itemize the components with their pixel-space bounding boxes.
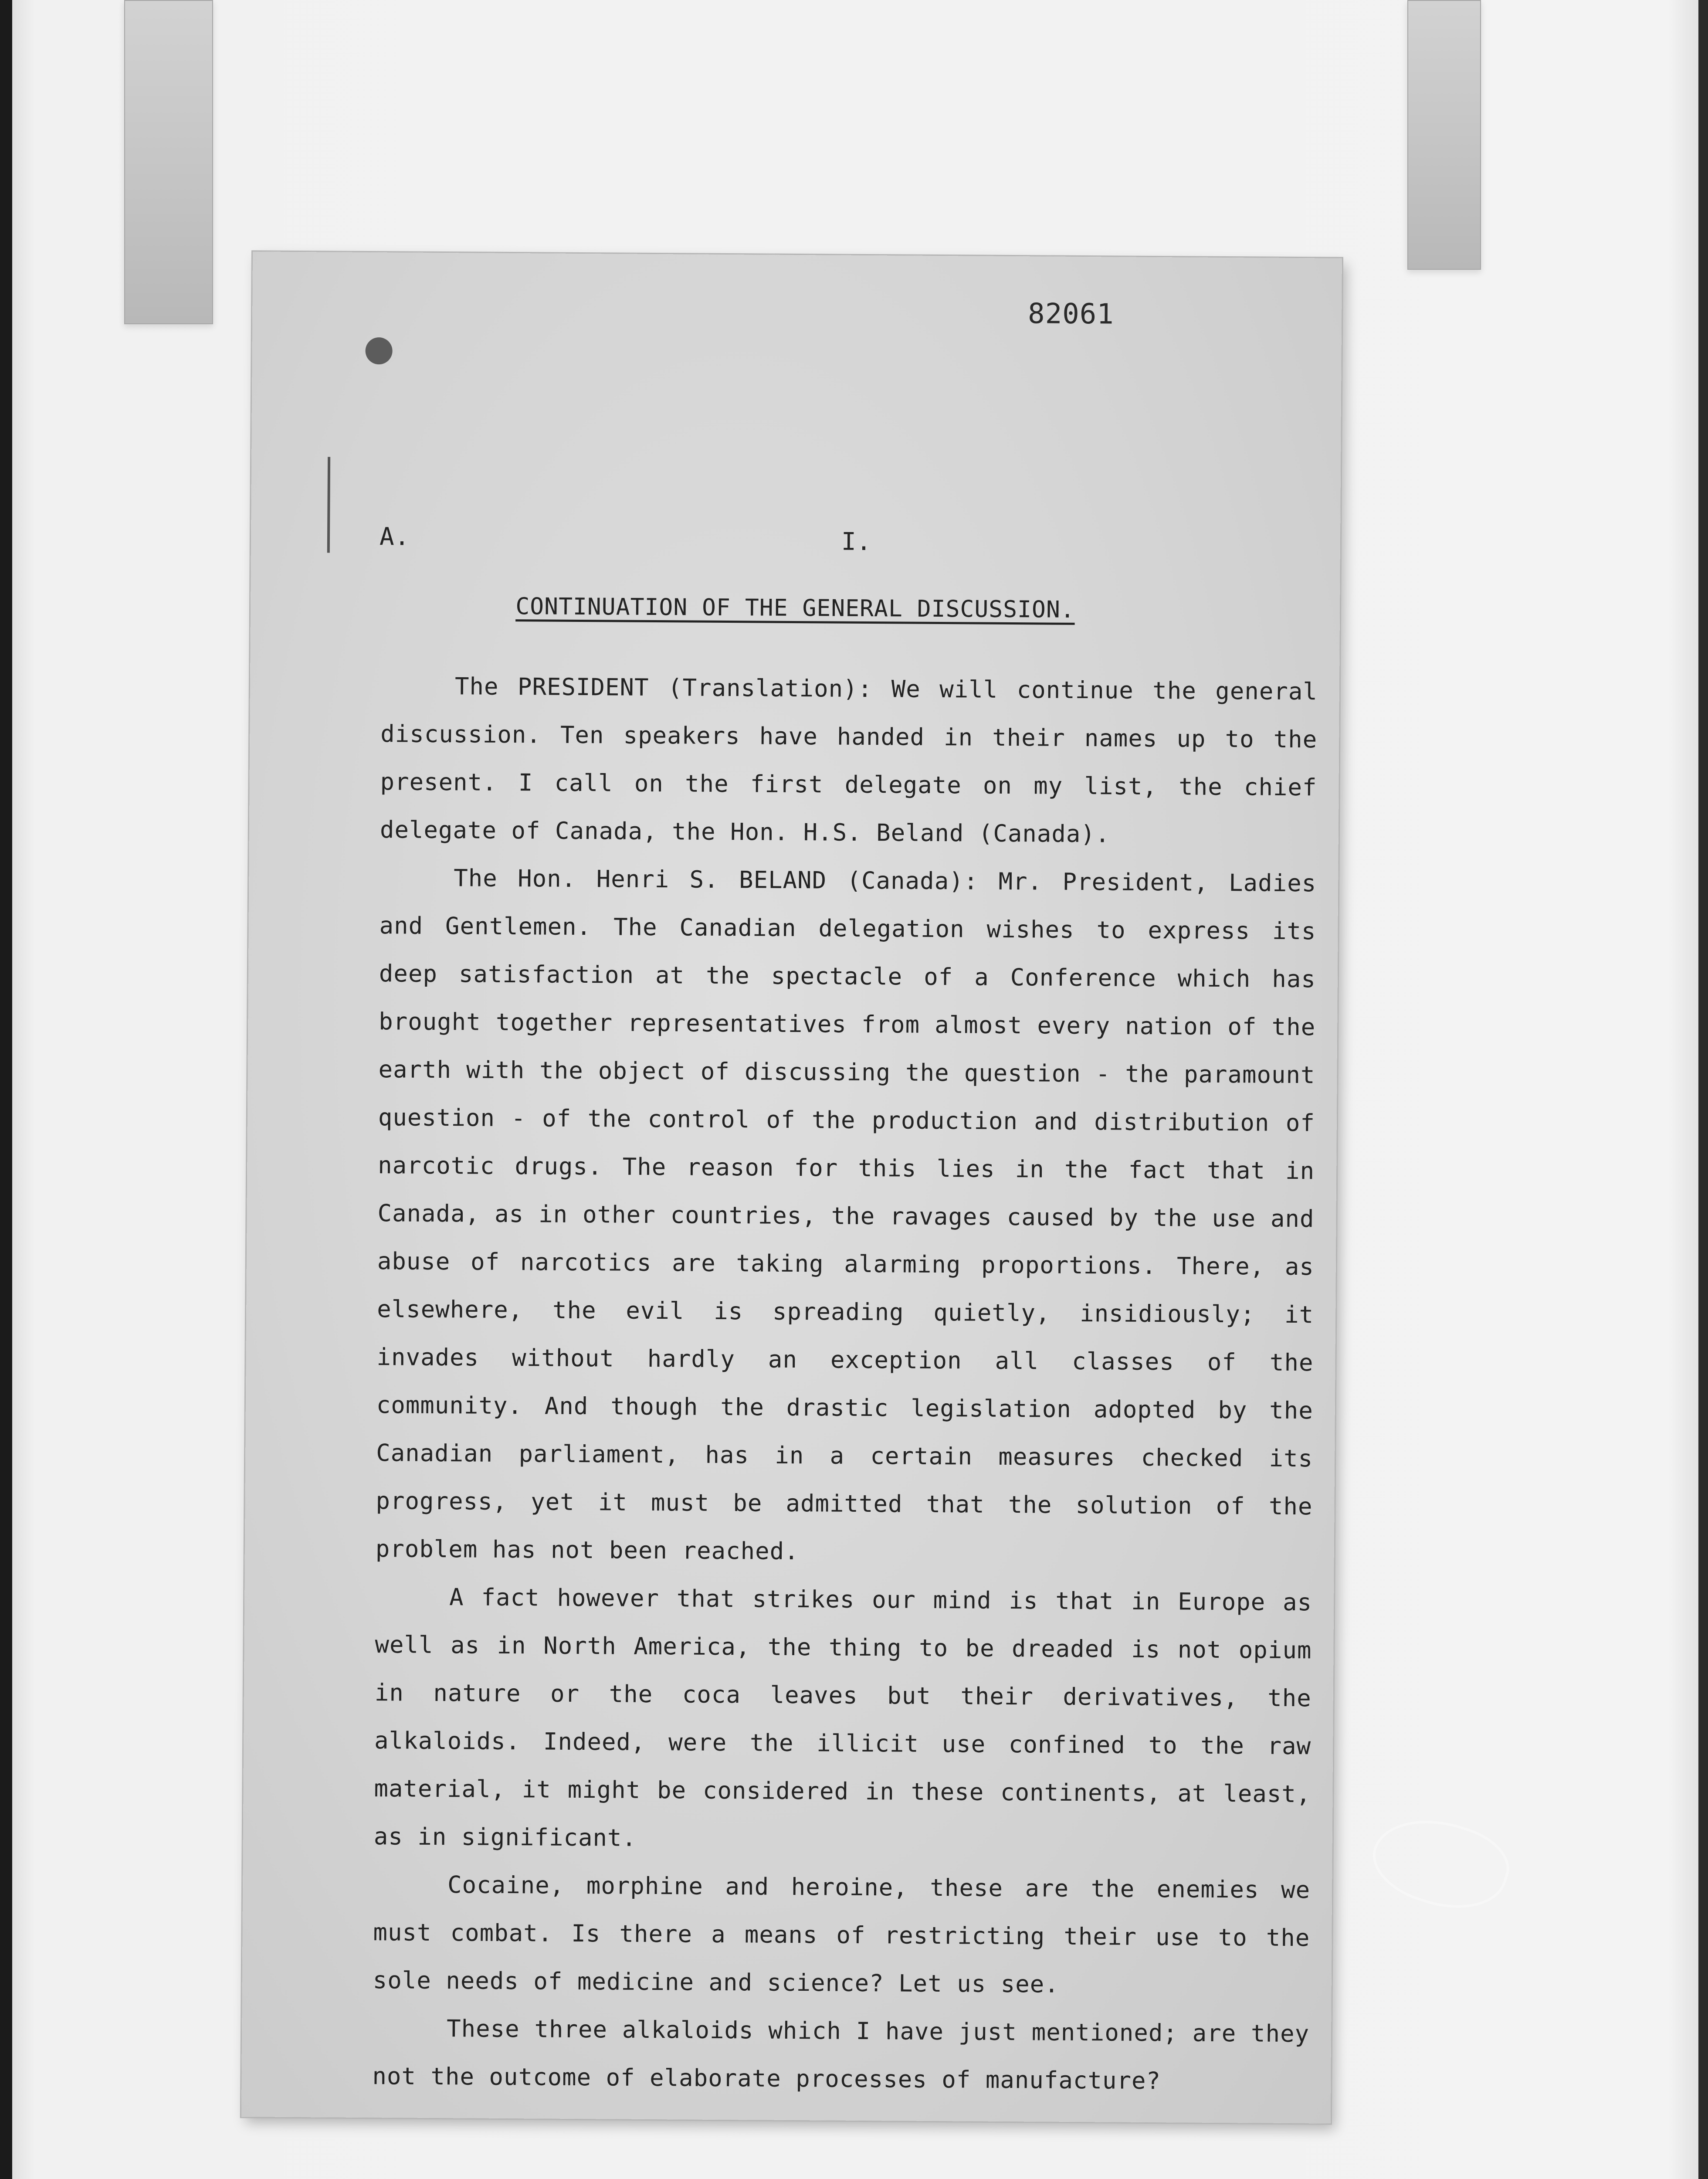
- paragraph: The Hon. Henri S. BELAND (Canada): Mr. President, Ladies and Gentlemen. The Canadian delegation wishes to express its deep satisfaction at the spectacle of a Conference which has brought together representatives from almost every nation of the earth with the object of discussing the question - the paramount question - of the control of the production and distribution of narcotic drugs. The reason for this lies in the fact that in Canada, as in other countries, the ravages caused by the use and abuse of narcotics are taking alarming proportions. There, as elsewhere, the evil is spreading quietly, insidiously; it invades without hardly an exception all classes of the community. And though the drastic legislation adopted by the Canadian parliament, has in a certain measures checked its progress, yet it must be admitted that the solution of the problem has not been reached.: [375, 864, 1317, 1565]
- section-letter: A.: [379, 523, 410, 551]
- document-heading: CONTINUATION OF THE GENERAL DISCUSSION.: [515, 593, 1075, 623]
- document-page: [241, 251, 1342, 2123]
- tape-top-left: [124, 0, 213, 324]
- margin-mark: [327, 457, 330, 553]
- paragraph: Cocaine, morphine and heroine, these are the enemies we must combat. Is there a means of restricting their use to the sole needs of medicine and science? Let us see.: [373, 1871, 1311, 1998]
- document-number: 82061: [1027, 298, 1115, 331]
- punch-hole: [365, 337, 392, 364]
- page-number: I.: [841, 527, 872, 557]
- film-edge-right: [1698, 0, 1708, 2179]
- document-body: [372, 662, 1318, 2106]
- film-edge-left: [0, 0, 12, 2179]
- paragraph: These three alkaloids which I have just mentioned; are they not the outcome of elaborate processes of manufacture?: [372, 2015, 1310, 2095]
- paragraph: A fact however that strikes our mind is that in Europe as well as in North America, the thing to be dreaded is not opium in nature or the coca leaves but their derivatives, the alkaloids. Indeed, were the illicit use confined to the raw material, it might be considered in these continents, at least, as in significant.: [373, 1583, 1312, 1852]
- paragraph: The PRESIDENT (Translation): We will continue the general discussion. Ten speakers have handed in their names up to the present. I call on the first delegate on my list, the chief delegate of Canada, the Hon. H.S. Beland (Canada).: [380, 672, 1318, 848]
- tape-top-right: [1407, 0, 1481, 270]
